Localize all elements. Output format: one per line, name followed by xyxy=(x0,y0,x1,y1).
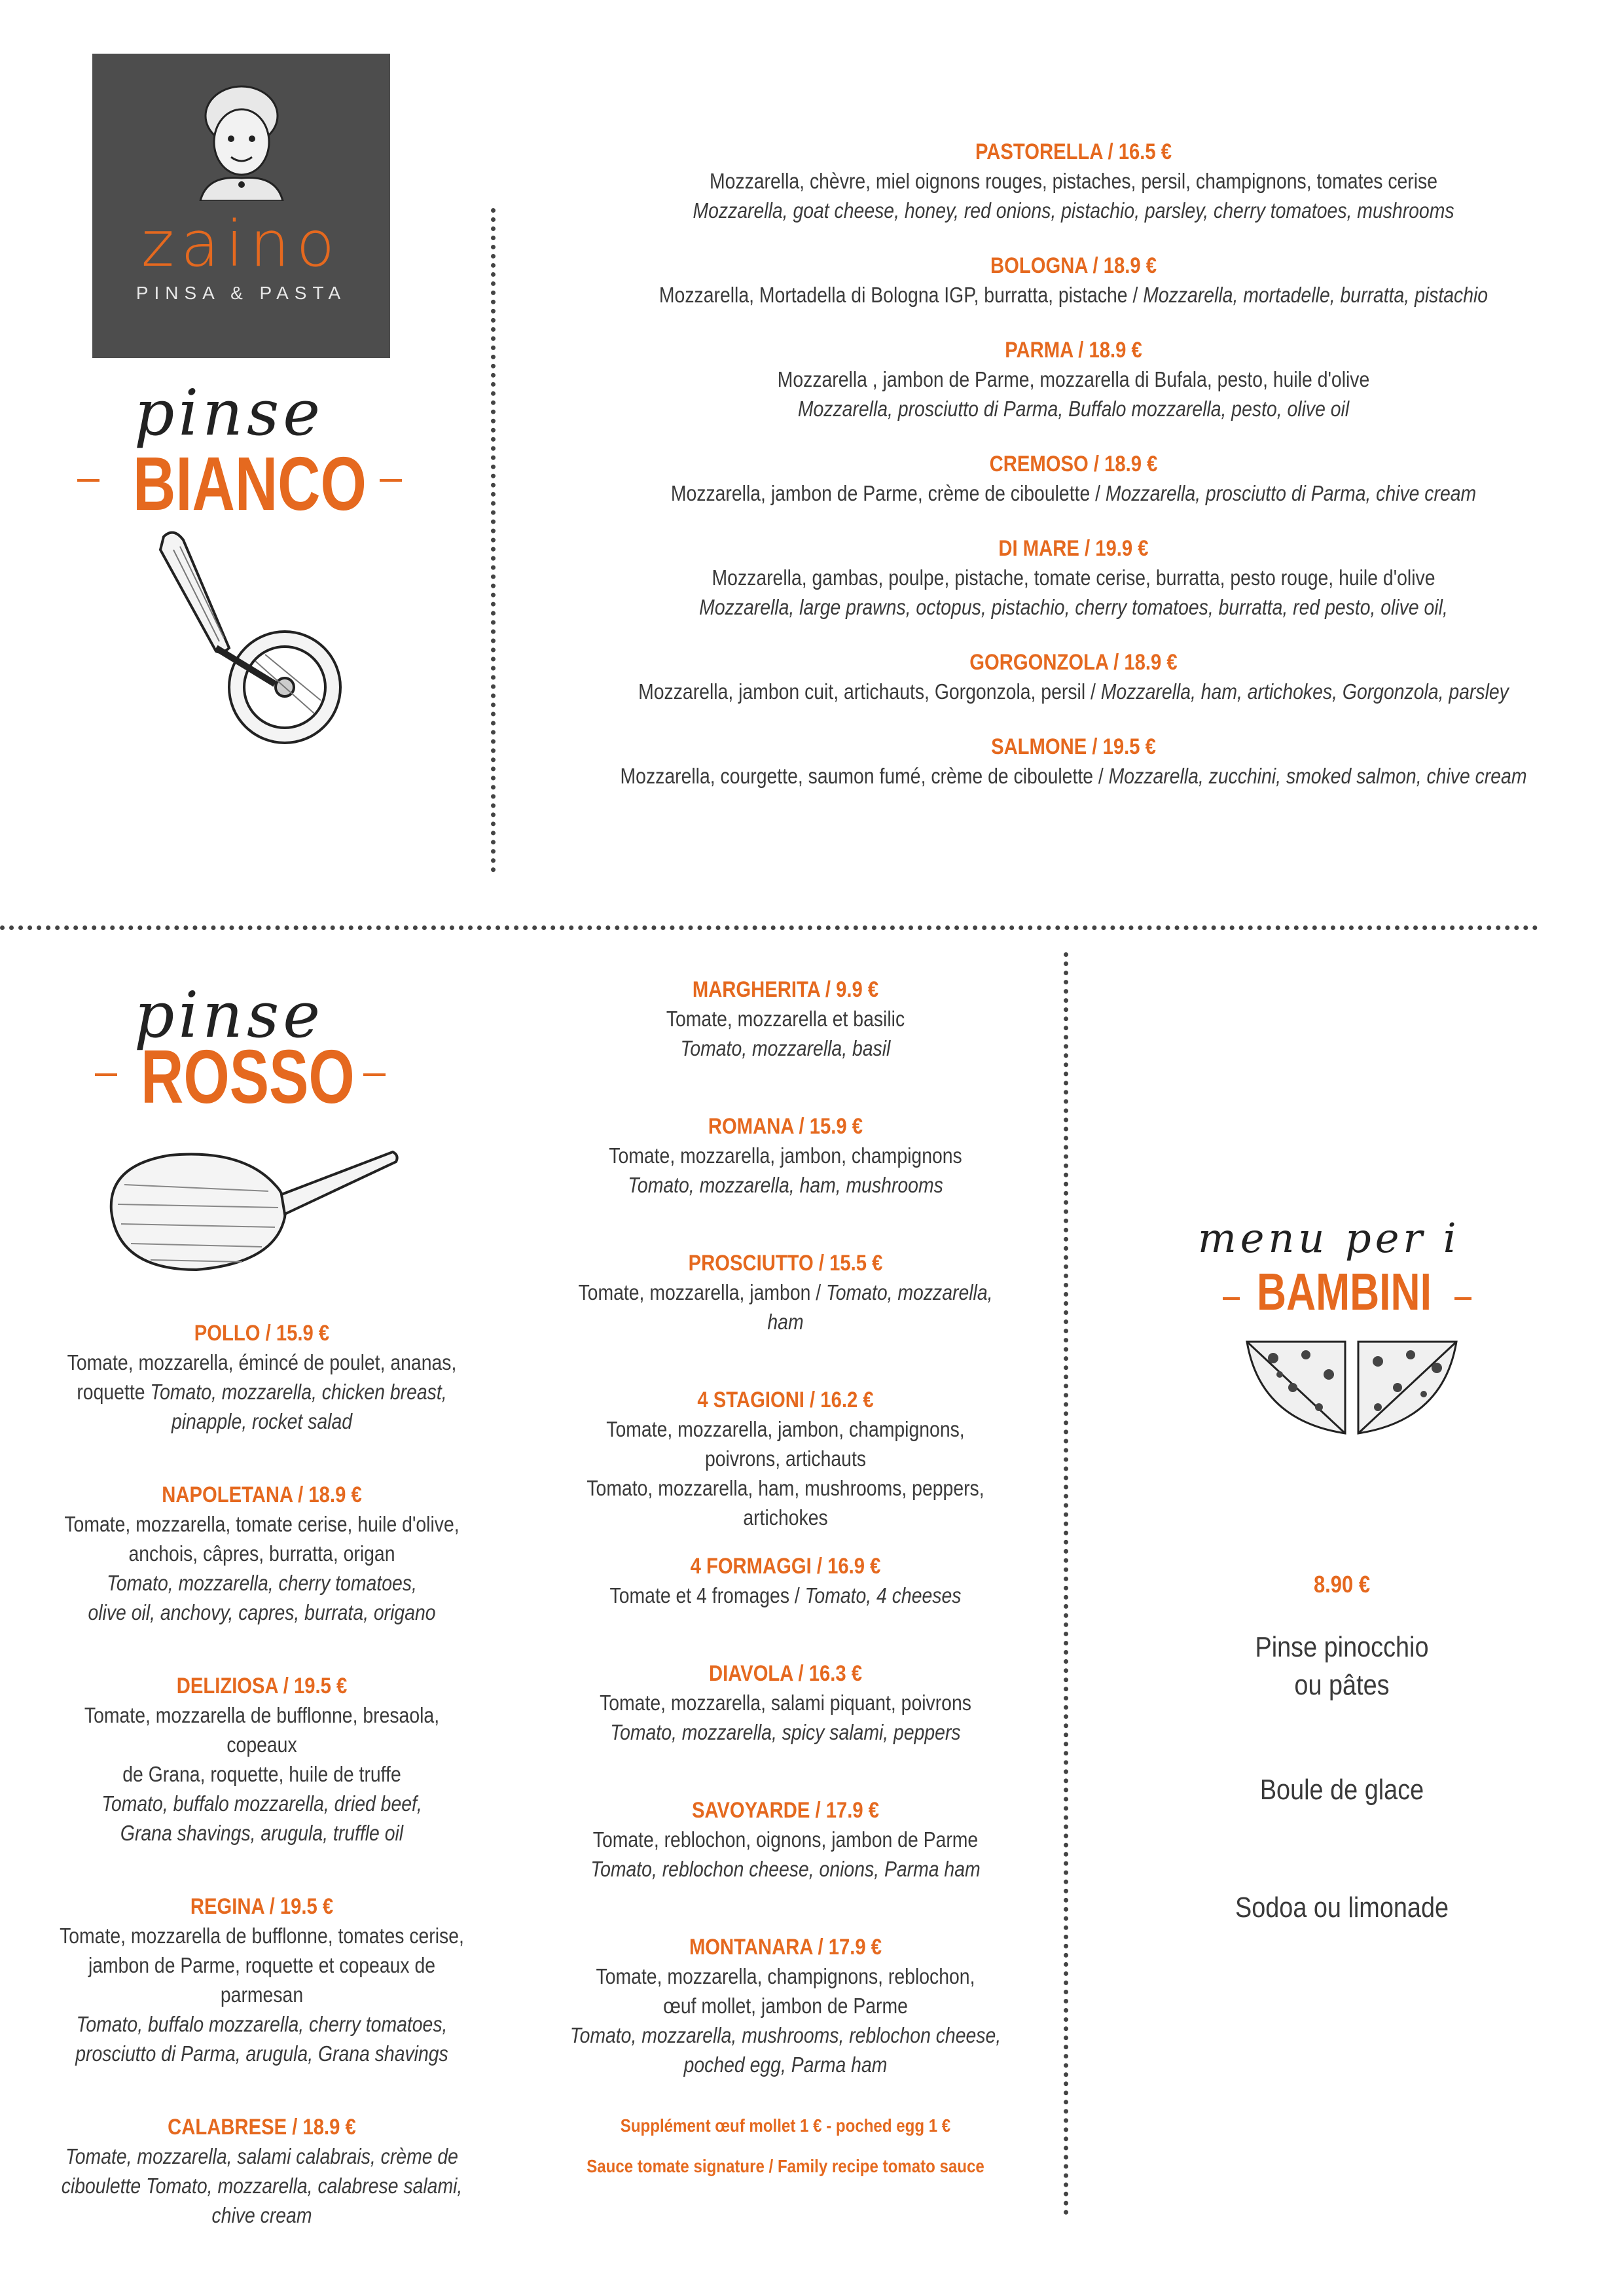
bianco-dash-right xyxy=(380,479,402,482)
bambini-line-3: Boule de glace xyxy=(1259,1774,1424,1806)
item-title: SAVOYARDE / 17.9 € xyxy=(691,1798,880,1823)
menu-item xyxy=(566,1796,1005,1884)
divider-horizontal xyxy=(0,925,1538,930)
menu-item xyxy=(612,251,1535,310)
item-desc-fr: Tomate, mozzarella, tomate cerise, huile d'olive, xyxy=(64,1512,460,1536)
item-desc-fr: Mozzarella, jambon de Parme, crème de ciboulette / xyxy=(670,481,1101,505)
item-desc-fr: Tomate, mozzarella de bufflonne, tomates cerise, xyxy=(60,1924,464,1948)
item-desc-en: Tomato, mozzarella, ham, mushrooms, peppers, xyxy=(586,1476,984,1500)
item-desc-fr: Mozzarella, courgette, saumon fumé, crème de ciboulette / xyxy=(620,764,1104,788)
rosso-dash-right xyxy=(363,1073,386,1076)
item-title: DI MARE / 19.9 € xyxy=(998,536,1149,561)
item-desc-en: Tomato, 4 cheeses xyxy=(804,1583,962,1607)
item-desc-fr: Tomate, mozzarella, jambon, champignons xyxy=(609,1143,962,1168)
item-desc-fr-2: poivrons, artichauts xyxy=(704,1446,867,1471)
bambini-line-4: Sodoa ou limonade xyxy=(1235,1892,1449,1924)
bambini-line-2: ou pâtes xyxy=(1294,1669,1390,1701)
menu-item xyxy=(54,1480,470,1627)
item-title: MARGHERITA / 9.9 € xyxy=(692,977,879,1002)
menu-item xyxy=(54,2113,470,2230)
item-title: PROSCIUTTO / 15.5 € xyxy=(688,1251,883,1276)
item-title: 4 STAGIONI / 16.2 € xyxy=(697,1388,874,1412)
item-desc-en-2: pinapple, rocket salad xyxy=(171,1409,353,1433)
item-desc-en: Tomato, mozzarella, spicy salami, peppers xyxy=(610,1720,961,1744)
bianco-title: BIANCO xyxy=(133,441,367,526)
pizza-slices-icon xyxy=(1240,1335,1463,1440)
item-title: ROMANA / 15.9 € xyxy=(708,1114,863,1139)
restaurant-logo xyxy=(92,54,390,358)
menu-item xyxy=(566,975,1005,1063)
item-desc-en: Tomato, mozzarella, ham, mushrooms xyxy=(628,1173,943,1197)
item-desc-fr-2: ciboulette Tomato, mozzarella, calabrese salami, xyxy=(61,2174,463,2198)
bambini-line-1: Pinse pinocchio xyxy=(1255,1631,1429,1663)
item-title: SALMONE / 19.5 € xyxy=(991,734,1156,759)
item-title: BOLOGNA / 18.9 € xyxy=(990,253,1157,278)
menu-item xyxy=(54,1319,470,1436)
bambini-dash-right xyxy=(1454,1297,1471,1300)
item-desc-fr: Tomate, mozzarella, jambon, champignons, xyxy=(606,1417,965,1441)
item-title: POLLO / 15.9 € xyxy=(194,1321,330,1346)
item-title: DIAVOLA / 16.3 € xyxy=(708,1661,863,1686)
item-desc-fr: Tomate, mozzarella de bufflonne, bresaola, copeaux xyxy=(84,1703,440,1757)
rosso-script: pinse xyxy=(134,978,325,1052)
item-title: CALABRESE / 18.9 € xyxy=(168,2115,356,2140)
item-title: MONTANARA / 17.9 € xyxy=(689,1935,882,1960)
item-desc-en: chive cream xyxy=(211,2203,312,2227)
logo-name: zaino xyxy=(141,207,342,281)
rosso-dash-left xyxy=(95,1073,117,1076)
item-desc-fr: Mozzarella, jambon cuit, artichauts, Gorgonzola, persil / xyxy=(638,679,1096,704)
item-desc-fr: Mozzarella, gambas, poulpe, pistache, tomate cerise, burratta, pesto rouge, huile d'olive xyxy=(712,565,1435,590)
logo-subtitle: PINSA & PASTA xyxy=(135,283,347,303)
bambini-price: 8.90 € xyxy=(1313,1571,1371,1598)
menu-item xyxy=(612,450,1535,508)
item-title: PARMA / 18.9 € xyxy=(1005,338,1142,363)
item-title: CREMOSO / 18.9 € xyxy=(989,452,1158,476)
item-desc-fr: Tomate, mozzarella, salami piquant, poivrons xyxy=(600,1691,971,1715)
item-title: NAPOLETANA / 18.9 € xyxy=(162,1482,362,1507)
item-desc-fr-2: de Grana, roquette, huile de truffe xyxy=(122,1762,401,1786)
item-desc-en: Mozzarella, zucchini, smoked salmon, chive cream xyxy=(1108,764,1527,788)
item-desc-fr: Tomate, mozzarella, émincé de poulet, ananas, xyxy=(67,1350,457,1374)
item-desc-en: Tomato, mozzarella, cherry tomatoes, xyxy=(107,1571,417,1595)
divider-bottom-vertical xyxy=(1064,952,1068,2215)
menu-item xyxy=(566,1249,1005,1336)
item-desc-en: Mozzarella, prosciutto di Parma, Buffalo mozzarella, pesto, olive oil xyxy=(797,397,1350,421)
item-desc-en: Tomato, buffalo mozzarella, cherry tomatoes, xyxy=(76,2012,448,2036)
item-desc-en: Tomato, mozzarella, ham xyxy=(767,1280,993,1334)
item-desc-en: Mozzarella, mortadelle, burratta, pistachio xyxy=(1143,283,1489,307)
rosso-mid-menu xyxy=(566,975,1005,2177)
item-desc-fr: Tomate, mozzarella, salami calabrais, crème de xyxy=(65,2144,458,2168)
menu-item xyxy=(566,1552,1005,1610)
item-desc-fr: Tomate, mozzarella et basilic xyxy=(666,1007,905,1031)
item-title: 4 FORMAGGI / 16.9 € xyxy=(690,1554,881,1579)
rosso-left-menu xyxy=(54,1319,470,2230)
item-desc-fr-2: roquette xyxy=(77,1380,145,1404)
item-desc-en-2: Grana shavings, arugula, truffle oil xyxy=(120,1821,404,1845)
bambini-script: menu per i xyxy=(1198,1214,1460,1262)
chef-portrait-icon xyxy=(190,80,292,201)
menu-item xyxy=(54,1672,470,1848)
item-title: PASTORELLA / 16.5 € xyxy=(975,139,1172,164)
item-desc-en-2: prosciutto di Parma, arugula, Grana shavings xyxy=(75,2041,448,2066)
item-title: DELIZIOSA / 19.5 € xyxy=(176,1674,348,1698)
item-desc-en: Tomato, reblochon cheese, onions, Parma ham xyxy=(590,1857,981,1881)
pizza-peel-icon xyxy=(98,1139,399,1289)
menu-item xyxy=(612,648,1535,706)
divider-top-vertical xyxy=(491,208,496,872)
menu-item xyxy=(566,1933,1005,2079)
bambini-menu xyxy=(1113,1571,1571,1924)
bambini-dash-left xyxy=(1223,1297,1240,1300)
bianco-dash-left xyxy=(77,479,99,482)
item-desc-en: Mozzarella, prosciutto di Parma, chive cream xyxy=(1105,481,1477,505)
item-desc-en: Tomato, buffalo mozzarella, dried beef, xyxy=(101,1791,422,1816)
item-desc-en: Tomato, mozzarella, basil xyxy=(680,1036,891,1060)
item-title: REGINA / 19.5 € xyxy=(190,1894,334,1919)
bianco-script: pinse xyxy=(134,376,325,450)
menu-item xyxy=(566,1659,1005,1747)
item-title: GORGONZOLA / 18.9 € xyxy=(969,650,1178,675)
item-desc-fr-2: anchois, câpres, burratta, origan xyxy=(128,1541,395,1566)
menu-item xyxy=(566,1386,1005,1532)
item-desc-fr: Tomate, mozzarella, jambon / xyxy=(578,1280,821,1304)
item-desc-fr: Tomate et 4 fromages / xyxy=(609,1583,800,1607)
menu-item xyxy=(612,534,1535,622)
item-desc-fr-2: œuf mollet, jambon de Parme xyxy=(663,1994,908,2018)
item-desc-fr: Tomate, mozzarella, champignons, reblochon, xyxy=(596,1964,975,1988)
item-desc-en-2: olive oil, anchovy, capres, burrata, origano xyxy=(88,1600,436,1624)
item-desc-en: Tomato, mozzarella, chicken breast, xyxy=(150,1380,447,1404)
menu-item xyxy=(54,1892,470,2068)
egg-supplement-note: Supplément œuf mollet 1 € - poched egg 1 € xyxy=(620,2115,951,2136)
item-desc-fr: Tomate, reblochon, oignons, jambon de Parme xyxy=(592,1827,979,1852)
menu-item xyxy=(612,732,1535,791)
item-desc-en: Mozzarella, large prawns, octopus, pistachio, cherry tomatoes, burratta, red pesto, olive oil, xyxy=(699,595,1448,619)
item-desc-en: Mozzarella, ham, artichokes, Gorgonzola, parsley xyxy=(1100,679,1509,704)
menu-item xyxy=(612,336,1535,423)
item-desc-en: Tomato, mozzarella, mushrooms, reblochon cheese, xyxy=(569,2023,1001,2047)
item-desc-en-2: poched egg, Parma ham xyxy=(683,2053,888,2077)
item-desc-fr-2: jambon de Parme, roquette et copeaux de parmesan xyxy=(88,1953,436,2007)
item-desc-fr: Mozzarella , jambon de Parme, mozzarella di Bufala, pesto, huile d'olive xyxy=(777,367,1370,391)
bambini-title: BAMBINI xyxy=(1257,1263,1432,1321)
menu-item xyxy=(566,1112,1005,1200)
bianco-menu xyxy=(612,137,1535,791)
item-desc-fr: Mozzarella, Mortadella di Bologna IGP, burratta, pistache / xyxy=(659,283,1138,307)
rosso-title: ROSSO xyxy=(141,1034,355,1119)
sauce-note: Sauce tomate signature / Family recipe tomato sauce xyxy=(586,2156,984,2176)
item-desc-en: Mozzarella, goat cheese, honey, red onions, pistachio, parsley, cherry tomatoes, mushrooms xyxy=(693,198,1454,223)
menu-item xyxy=(612,137,1535,225)
item-desc-fr: Mozzarella, chèvre, miel oignons rouges, pistaches, persil, champignons, tomates cerise xyxy=(709,169,1438,193)
pizza-cutter-icon xyxy=(144,524,360,746)
item-desc-en-2: artichokes xyxy=(743,1505,828,1530)
